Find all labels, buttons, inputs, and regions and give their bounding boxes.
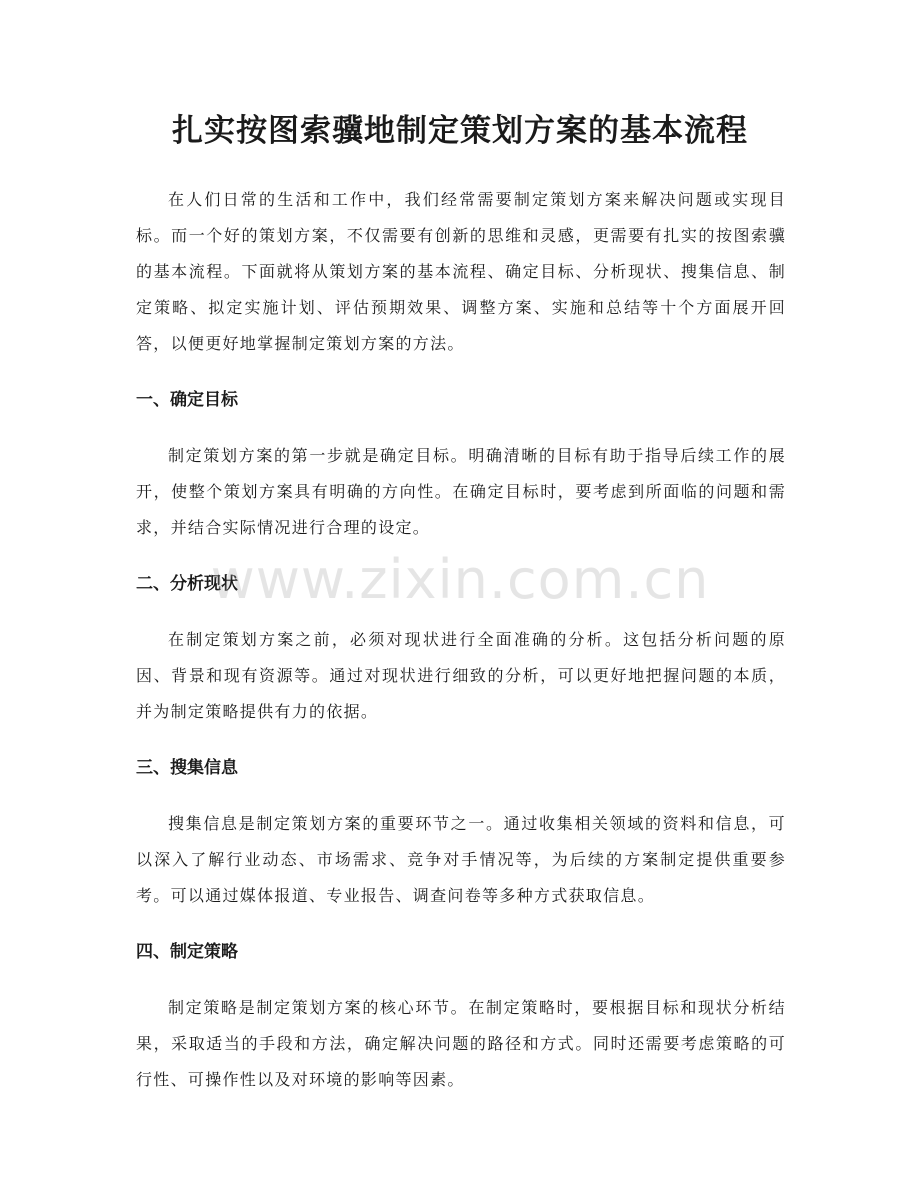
intro-paragraph: 在人们日常的生活和工作中，我们经常需要制定策划方案来解决问题或实现目标。而一个好的策划方案，不仅需要有创新的思维和灵感，更需要有扎实的按图索骥的基本流程。下面就将从策划方案的基本流程、确定目标、分析现状、搜集信息、制定策略、拟定实施计划、评估预期效果、调整方案、实施和总结等十个方面展开回答，以便更好地掌握制定策划方案的方法。: [136, 190, 786, 353]
watermark: www.zixin.com.cn: [210, 548, 710, 611]
section-heading-1: 一、确定目标: [136, 390, 238, 410]
section-heading-3: 三、搜集信息: [136, 758, 238, 778]
page-title: 扎实按图索骥地制定策划方案的基本流程: [172, 113, 748, 149]
section-body-1: 制定策划方案的第一步就是确定目标。明确清晰的目标有助于指导后续工作的展开，使整个策划方案具有明确的方向性。在确定目标时，要考虑到所面临的问题和需求，并结合实际情况进行合理的设定。: [136, 446, 786, 537]
document-body: [136, 182, 786, 1118]
section-body-4: 制定策略是制定策划方案的核心环节。在制定策略时，要根据目标和现状分析结果，采取适当的手段和方法，确定解决问题的路径和方式。同时还需要考虑策略的可行性、可操作性以及对环境的影响等因素。: [136, 998, 786, 1089]
section-body-3: 搜集信息是制定策划方案的重要环节之一。通过收集相关领域的资料和信息，可以深入了解行业动态、市场需求、竞争对手情况等，为后续的方案制定提供重要参考。可以通过媒体报道、专业报告、调查问卷等多种方式获取信息。: [136, 814, 786, 905]
section-heading-4: 四、制定策略: [136, 942, 238, 962]
section-heading-2: 二、分析现状: [136, 574, 238, 594]
section-body-2: 在制定策划方案之前，必须对现状进行全面准确的分析。这包括分析问题的原因、背景和现有资源等。通过对现状进行细致的分析，可以更好地把握问题的本质，并为制定策略提供有力的依据。: [136, 630, 786, 721]
